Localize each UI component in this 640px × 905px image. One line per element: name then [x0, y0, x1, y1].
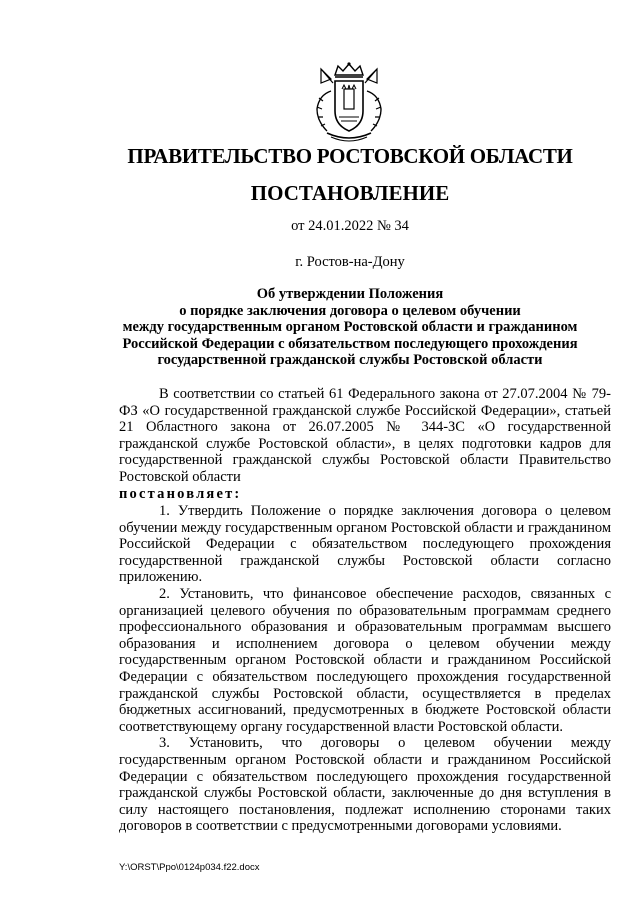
document-type: ПОСТАНОВЛЕНИЕ [250, 181, 450, 205]
document-subject [110, 286, 590, 369]
document-date-number: от 24.01.2022 № 34 [291, 218, 409, 234]
subject-line: государственной гражданской службы Ростовской области [157, 352, 543, 368]
coat-of-arms-icon [313, 61, 385, 144]
preamble-text: В соответствии со статьей 61 Федерального закона от 27.07.2004 № 79-ФЗ «О государственной гражданской службе Российской Федерации», статьей 21 Областного закона от 26.07.2005 № 344-ЗС «О государственной гражданской службе Ростовской области», в целях подготовки кадров для государственной гражданской службы Ростовской области Правительство Ростовской области [119, 386, 611, 485]
subject-line: Об утверждении Положения [256, 286, 444, 302]
decree-word-text: постановляет: [119, 485, 242, 502]
subject-line: о порядке заключения договора о целевом обучении [179, 302, 521, 319]
footer-file-path: Y:\ORST\Ppo\0124p034.f22.docx [119, 862, 260, 873]
decree-word [119, 486, 611, 503]
subject-line: между государственным органом Ростовской области и гражданином [122, 319, 578, 335]
preamble-paragraph [119, 386, 611, 486]
decree-items [119, 503, 611, 835]
document-city: г. Ростов-на-Дону [295, 254, 405, 270]
subject-line: Российской Федерации с обязательством последующего прохождения [122, 335, 578, 352]
decree-item-3: 3. Установить, что договоры о целевом обучении между государственным органом Ростовской области и гражданином Российской Федерации с обязательством последующего прохождения государственной гражданской службы Ростовской области, заключенные до дня вступления в силу настоящего постановления, подлежат исполнению сторонами таких договоров в соответствии с предусмотренными договорами условиями. [119, 735, 611, 835]
government-title: ПРАВИТЕЛЬСТВО РОСТОВСКОЙ ОБЛАСТИ [127, 144, 573, 168]
decree-item-2: 2. Установить, что финансовое обеспечение расходов, связанных с организацией целевого обучения по образовательным программам среднего профессионального образования и образовательным программам высшего образования и исполнением договора о целевом обучении между государственным органом Ростовской области и гражданином Российской Федерации с обязательством последующего прохождения государственной гражданской службы Ростовской области, осуществляется в пределах бюджетных ассигнований, предусмотренных в бюджете Ростовской области соответствующему органу государственной власти Ростовской области. [119, 585, 611, 735]
decree-item-1: 1. Утвердить Положение о порядке заключения договора о целевом обучении между государственным органом Ростовской области и гражданином Российской Федерации с обязательством последующего прохождения государственной гражданской службы Ростовской области согласно приложению. [119, 503, 611, 586]
preamble [119, 386, 611, 502]
